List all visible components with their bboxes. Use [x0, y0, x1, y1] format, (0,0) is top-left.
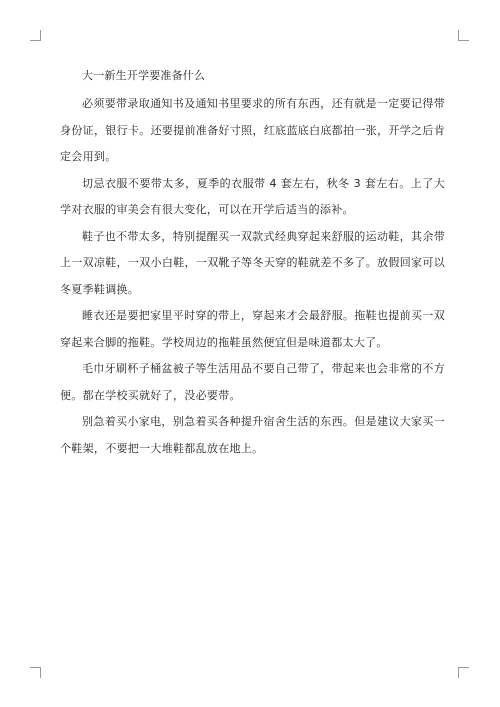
paragraph-shoes: 鞋子也不带太多，特别提醒买一双款式经典穿起来舒服的运动鞋，其余带上一双凉鞋，一双小白鞋，一双靴子等冬天穿的鞋就差不多了。放假回家可以冬夏季鞋调换。 — [60, 229, 445, 296]
crop-mark-top-left — [30, 30, 41, 41]
crop-mark-top-right — [458, 30, 469, 41]
paragraph-clothes: 切忌衣服不要带太多，夏季的衣服带 4 套左右，秋冬 3 套左右。上了大学对衣服的审美会有很大变化，可以在开学后适当的添补。 — [60, 176, 445, 216]
paragraph-documents: 必须要带录取通知书及通知书里要求的所有东西，还有就是一定要记得带身份证，银行卡。还要提前准备好寸照，红底蓝底白底都拍一张，开学之后肯定会用到。 — [60, 97, 445, 163]
paragraph-pajamas: 睡衣还是要把家里平时穿的带上，穿起来才会最舒服。拖鞋也提前买一双穿起来合脚的拖鞋。学校周边的拖鞋虽然便宜但是味道都太大了。 — [60, 309, 445, 349]
crop-mark-bottom-right — [458, 667, 469, 678]
paragraph-daily-items: 毛巾牙刷杯子桶盆被子等生活用品不要自己带了，带起来也会非常的不方便。都在学校买就好了，没必要带。 — [60, 362, 445, 402]
paragraph-appliances: 别急着买小家电，别急着买各种提升宿舍生活的东西。但是建议大家买一个鞋架，不要把一大堆鞋都乱放在地上。 — [60, 415, 445, 455]
crop-mark-bottom-left — [30, 667, 41, 678]
document-title: 大一新生开学要准备什么 — [82, 69, 206, 82]
document-body — [60, 66, 445, 462]
